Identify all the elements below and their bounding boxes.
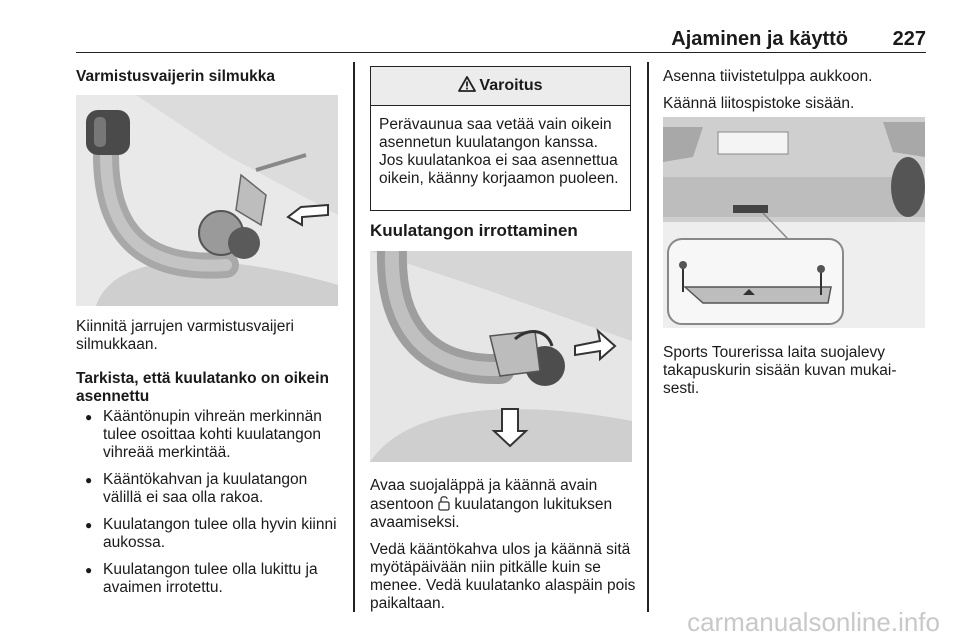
unlock-icon bbox=[438, 496, 450, 513]
column-1 bbox=[76, 68, 338, 86]
column-2-heading bbox=[370, 222, 632, 240]
section-title: Ajaminen ja käyttö bbox=[671, 28, 848, 50]
warning-box bbox=[370, 66, 631, 211]
socket-text: Käännä liitospistoke sisään. bbox=[663, 95, 855, 112]
warning-title: Varoitus bbox=[479, 77, 543, 94]
check-heading: Tarkista, että kuulatanko on oikein asennettu bbox=[76, 370, 329, 405]
page-header bbox=[76, 26, 926, 53]
section-heading: Varmistusvaijerin silmukka bbox=[76, 68, 276, 85]
unlock-paragraph: Avaa suojaläppä ja käännä avain asentoon kuulatangon lukituksen avaamiseksi. bbox=[370, 477, 613, 531]
column-2-text bbox=[370, 477, 636, 622]
safety-cable-loop-illustration bbox=[76, 95, 338, 306]
warning-title-bar bbox=[371, 67, 630, 106]
column-divider bbox=[647, 62, 649, 612]
check-list bbox=[76, 408, 338, 597]
removal-heading: Kuulatangon irrottaminen bbox=[370, 221, 578, 240]
warning-triangle-icon bbox=[458, 76, 476, 97]
list-item: ● Kuulatangon tulee olla hyvin kiinni aukossa. bbox=[76, 516, 338, 552]
list-item: ● Kääntökahvan ja kuulatangon välillä ei saa olla rakoa. bbox=[76, 471, 338, 507]
page-number: 227 bbox=[892, 28, 926, 50]
towbar-removal-illustration bbox=[370, 251, 632, 462]
watermark: carmanualsonline.info bbox=[687, 607, 940, 637]
column-3-caption bbox=[663, 344, 925, 407]
column-divider bbox=[353, 62, 355, 612]
warning-text: Perävaunua saa vetää vain oikein asennetun kuulatangon kanssa. Jos kuulatankoa ei saa asennettua oikein, käänny korjaamon puoleen. bbox=[379, 116, 619, 187]
bumper-cover-illustration bbox=[663, 117, 925, 328]
pull-paragraph: Vedä kääntökahva ulos ja käännä sitä myötäpäivään niin pitkälle kuin se menee. Vedä kuulatanko alaspäin pois paikaltaan. bbox=[370, 541, 636, 612]
column-3-text bbox=[663, 68, 925, 122]
list-item: ● Kuulatangon tulee olla lukittu ja avaimen irrotettu. bbox=[76, 561, 338, 597]
caption-text: Kiinnitä jarrujen varmistusvaijeri silmukkaan. bbox=[76, 318, 294, 353]
list-item: ● Kääntönupin vihreän merkinnän tulee osoittaa kohti kuulatangon vihreää merkintää. bbox=[76, 408, 338, 462]
seal-plug-text: Asenna tiivistetulppa aukkoon. bbox=[663, 68, 873, 85]
column-1-text bbox=[76, 318, 338, 606]
sports-tourer-text: Sports Tourerissa laita suojalevy takapuskurin sisään kuvan mukaisesti. bbox=[663, 344, 897, 397]
